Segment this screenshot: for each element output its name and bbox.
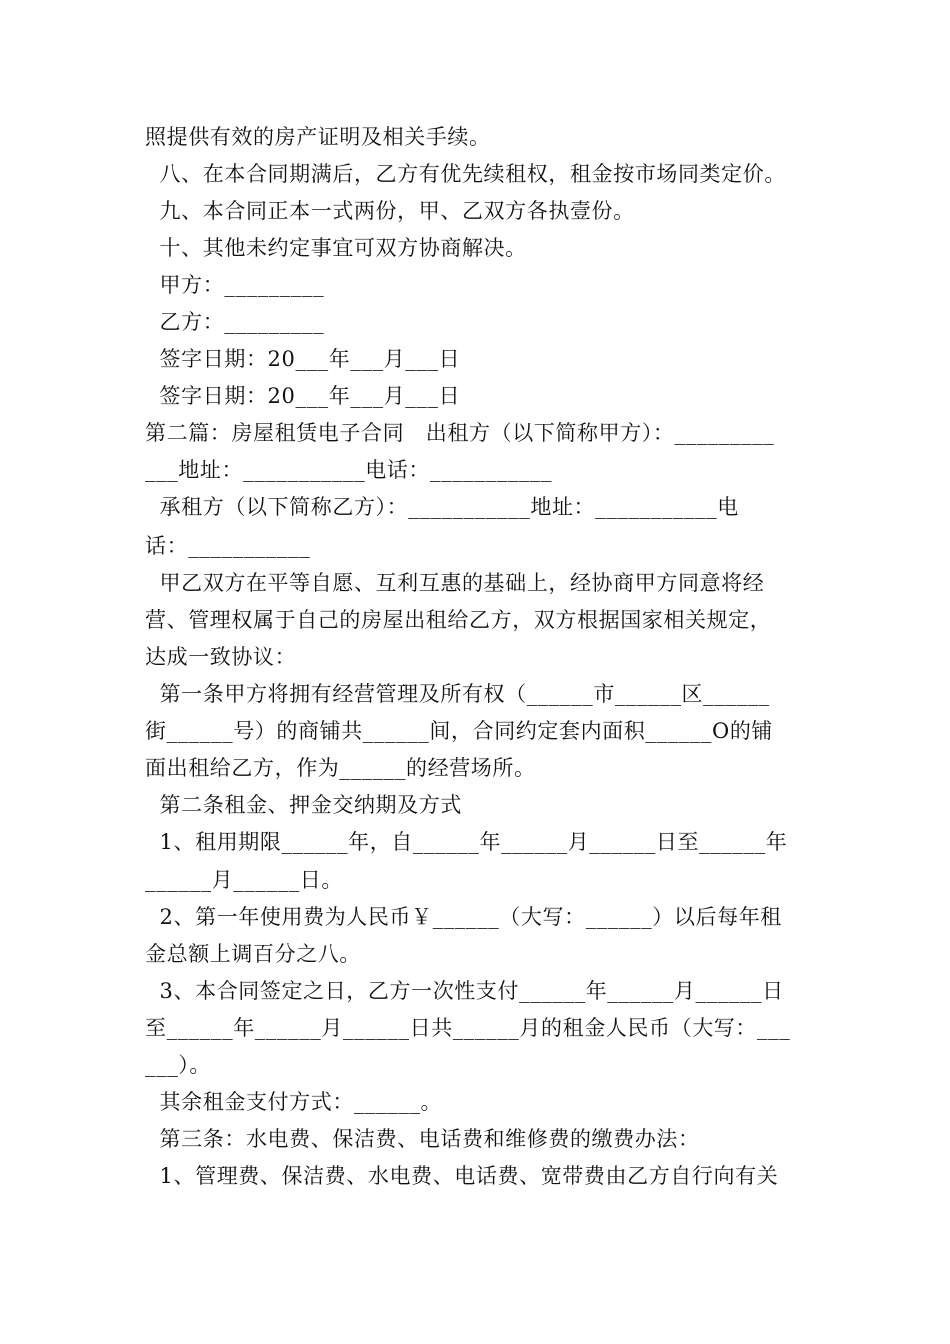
text-line: 金总额上调百分之八。	[145, 942, 361, 966]
text-line: 话：___________	[145, 534, 311, 558]
text-line: 街______号）的商铺共______间，合同约定套内面积______O的铺	[145, 719, 774, 743]
article-heading: 第二条租金、押金交纳期及方式	[145, 793, 462, 817]
text-line: 八、在本合同期满后，乙方有优先续租权，租金按市场同类定价。	[145, 162, 786, 186]
signing-date-line: 签字日期：20___年___月___日	[145, 384, 461, 408]
signature-line-party-b: 乙方：_________	[145, 310, 325, 334]
text-line: 2、第一年使用费为人民币￥______（大写：______）以后每年租	[145, 905, 782, 929]
text-line: 照提供有效的房产证明及相关手续。	[145, 125, 491, 149]
text-line: 十、其他未约定事宜可双方协商解决。	[145, 236, 527, 260]
text-line: 达成一致协议：	[145, 645, 297, 669]
text-line: ___）。	[145, 1053, 211, 1077]
text-line: ___地址：___________电话：___________	[145, 458, 553, 482]
text-line: 营、管理权属于自己的房屋出租给乙方，双方根据国家相关规定，	[145, 608, 772, 632]
text-line: 九、本合同正本一式两份，甲、乙双方各执壹份。	[145, 199, 635, 223]
text-line: ______月______日。	[145, 868, 343, 892]
signature-line-party-a: 甲方：_________	[145, 273, 325, 297]
section-heading: 第二篇：房屋租赁电子合同 出租方（以下简称甲方）：_________	[145, 421, 775, 445]
article-heading: 第三条：水电费、保洁费、电话费和维修费的缴费办法：	[145, 1127, 700, 1151]
text-line: 其余租金支付方式：______。	[145, 1090, 443, 1114]
text-line: 面出租给乙方，作为______的经营场所。	[145, 756, 536, 780]
text-line: 甲乙双方在平等自愿、互利互惠的基础上，经协商甲方同意将经	[145, 571, 765, 595]
signing-date-line: 签字日期：20___年___月___日	[145, 347, 461, 371]
article-heading: 第一条甲方将拥有经营管理及所有权（______市______区______	[145, 682, 770, 706]
text-line: 1、管理费、保洁费、水电费、电话费、宽带费由乙方自行向有关	[145, 1164, 779, 1188]
text-line: 至______年______月______日共______月的租金人民币（大写：___	[145, 1016, 791, 1040]
text-line: 3、本合同签定之日，乙方一次性支付______年______月______日	[145, 979, 784, 1003]
text-line: 承租方（以下简称乙方）：___________地址：___________电	[145, 495, 739, 519]
text-line: 1、租用期限______年，自______年______月______日至______年	[145, 830, 788, 854]
